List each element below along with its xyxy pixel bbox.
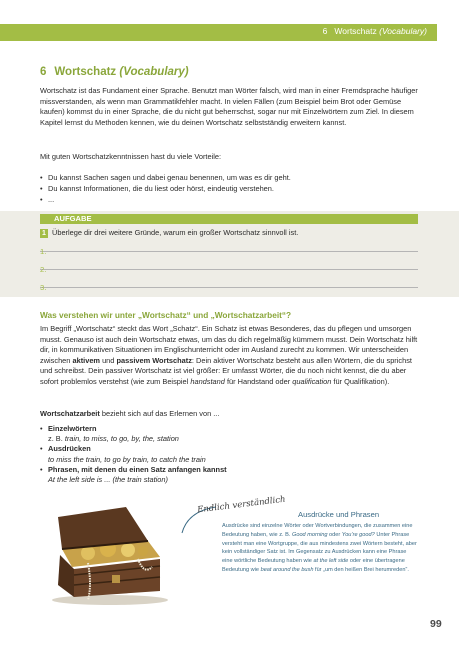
list-item: • Du kannst Informationen, die du liest oder hörst, eindeutig verstehen. bbox=[40, 183, 418, 194]
callout-heading: Ausdrücke und Phrasen bbox=[298, 510, 380, 519]
callout-title: Endlich verständlich bbox=[196, 494, 287, 516]
answer-line-3[interactable] bbox=[40, 277, 418, 292]
chapter-title-en: (Vocabulary) bbox=[119, 66, 189, 78]
running-header-text bbox=[323, 26, 427, 36]
list-item: • Ausdrücken to miss the train, to go by train, to catch the train bbox=[40, 444, 418, 464]
advantages-list bbox=[40, 172, 418, 205]
wortschatzarbeit-lead: Wortschatzarbeit bezieht sich auf das Erlernen von ... bbox=[40, 409, 220, 418]
section-heading: Was verstehen wir unter „Wortschatz“ und „Wortschatzarbeit“? bbox=[40, 310, 292, 320]
term-passivem: passivem Wortschatz bbox=[116, 355, 192, 365]
wortschatzarbeit-list bbox=[40, 424, 418, 485]
intro-paragraph: Wortschatz ist das Fundament einer Sprache. Benutzt man Wörter falsch, wird man in einer Fremdsprache häufiger missverstanden, als wenn man Grammatikfehler macht. In vielen Fällen (zum Beispiel beim Brot oder Gemüse kaufen) kommst du in einer Sprache, die du nicht gut beherrschst, sogar nur mit Einzelwörtern zum Ziel. In diesem Kapitel lernst du Methoden kennen, wie du deinen Wortschatz selbstständig erweitern kannst. bbox=[40, 86, 418, 127]
task-label: AUFGABE bbox=[40, 214, 418, 224]
answer-line-2[interactable] bbox=[40, 259, 418, 274]
header-title-en: (Vocabulary) bbox=[379, 26, 427, 36]
list-item: • Phrasen, mit denen du einen Satz anfangen kannst At the left side is ... (the train station) bbox=[40, 465, 418, 485]
task-question bbox=[40, 228, 298, 238]
task-question-text: Überlege dir drei weitere Gründe, warum ein großer Wortschatz sinnvoll ist. bbox=[52, 228, 299, 237]
callout-text: Ausdrücke sind einzelne Wörter oder Wortverbindungen, die zusammen eine Bedeutung haben, wie z. B. Good morning oder You’re good? Unter Phrase versteht man eine Wortgruppe, die aus mindestens zwei Wörtern besteht, aber kein vollständiger Satz ist. Im Gegensatz zu Ausdrücken kann eine Phrase eine wörtliche Bedeutung haben wie at the left side oder eine übertragene Bedeutung wie beat around the bush für „um den heißen Brei herumreden“. bbox=[222, 523, 417, 573]
page-number: 99 bbox=[430, 618, 442, 630]
chapter-title bbox=[40, 66, 418, 78]
chapter-title-text: Wortschatz bbox=[54, 66, 117, 78]
chapter-number: 6 bbox=[40, 66, 47, 78]
list-item: • Du kannst Sachen sagen und dabei genau benennen, um was es dir geht. bbox=[40, 172, 418, 183]
running-header bbox=[0, 24, 437, 41]
section-paragraph: Im Begriff „Wortschatz“ steckt das Wort „Schatz“. Ein Schatz ist etwas Besonderes, das du pflegen und umsorgen musst. Genauso ist auch dein Wortschatz etwas, um das du dich regelmäßig kümmern musst. Dein Wortschatz hilft dir, in kommunikativen Situationen im Englischunterricht oder im Ausland zurecht zu kommen. Wir unterscheiden zwischen aktivem und passivem Wortschatz: Dein aktiver Wortschatz besteht aus allen Wörtern, die du sprichst und schreibst. Dein passiver Wortschatz ist viel größer: Er umfasst Wörter, die du noch nicht kennst, die du aber sofort problemlos verstehst (wie zum Beispiel handstand für Handstand oder qualification für Qualifikation). bbox=[40, 324, 418, 386]
answer-line-number: 3. bbox=[40, 283, 47, 292]
list-item: • Einzelwörtern z. B. train, to miss, to go, by, the, station bbox=[40, 424, 418, 444]
advantages-lead: Mit guten Wortschatzkenntnissen hast du viele Vorteile: bbox=[40, 152, 222, 161]
answer-line-number: 2. bbox=[40, 265, 47, 274]
term-aktivem: aktivem bbox=[72, 355, 100, 365]
answer-line-number: 1. bbox=[40, 247, 47, 256]
treasure-chest-image bbox=[48, 505, 170, 605]
task-box bbox=[0, 211, 459, 297]
header-number: 6 bbox=[322, 26, 328, 36]
list-item: • ... bbox=[40, 194, 418, 205]
header-title: Wortschatz bbox=[334, 26, 377, 36]
task-number-badge: 1 bbox=[40, 229, 48, 238]
answer-line-1[interactable] bbox=[40, 241, 418, 256]
